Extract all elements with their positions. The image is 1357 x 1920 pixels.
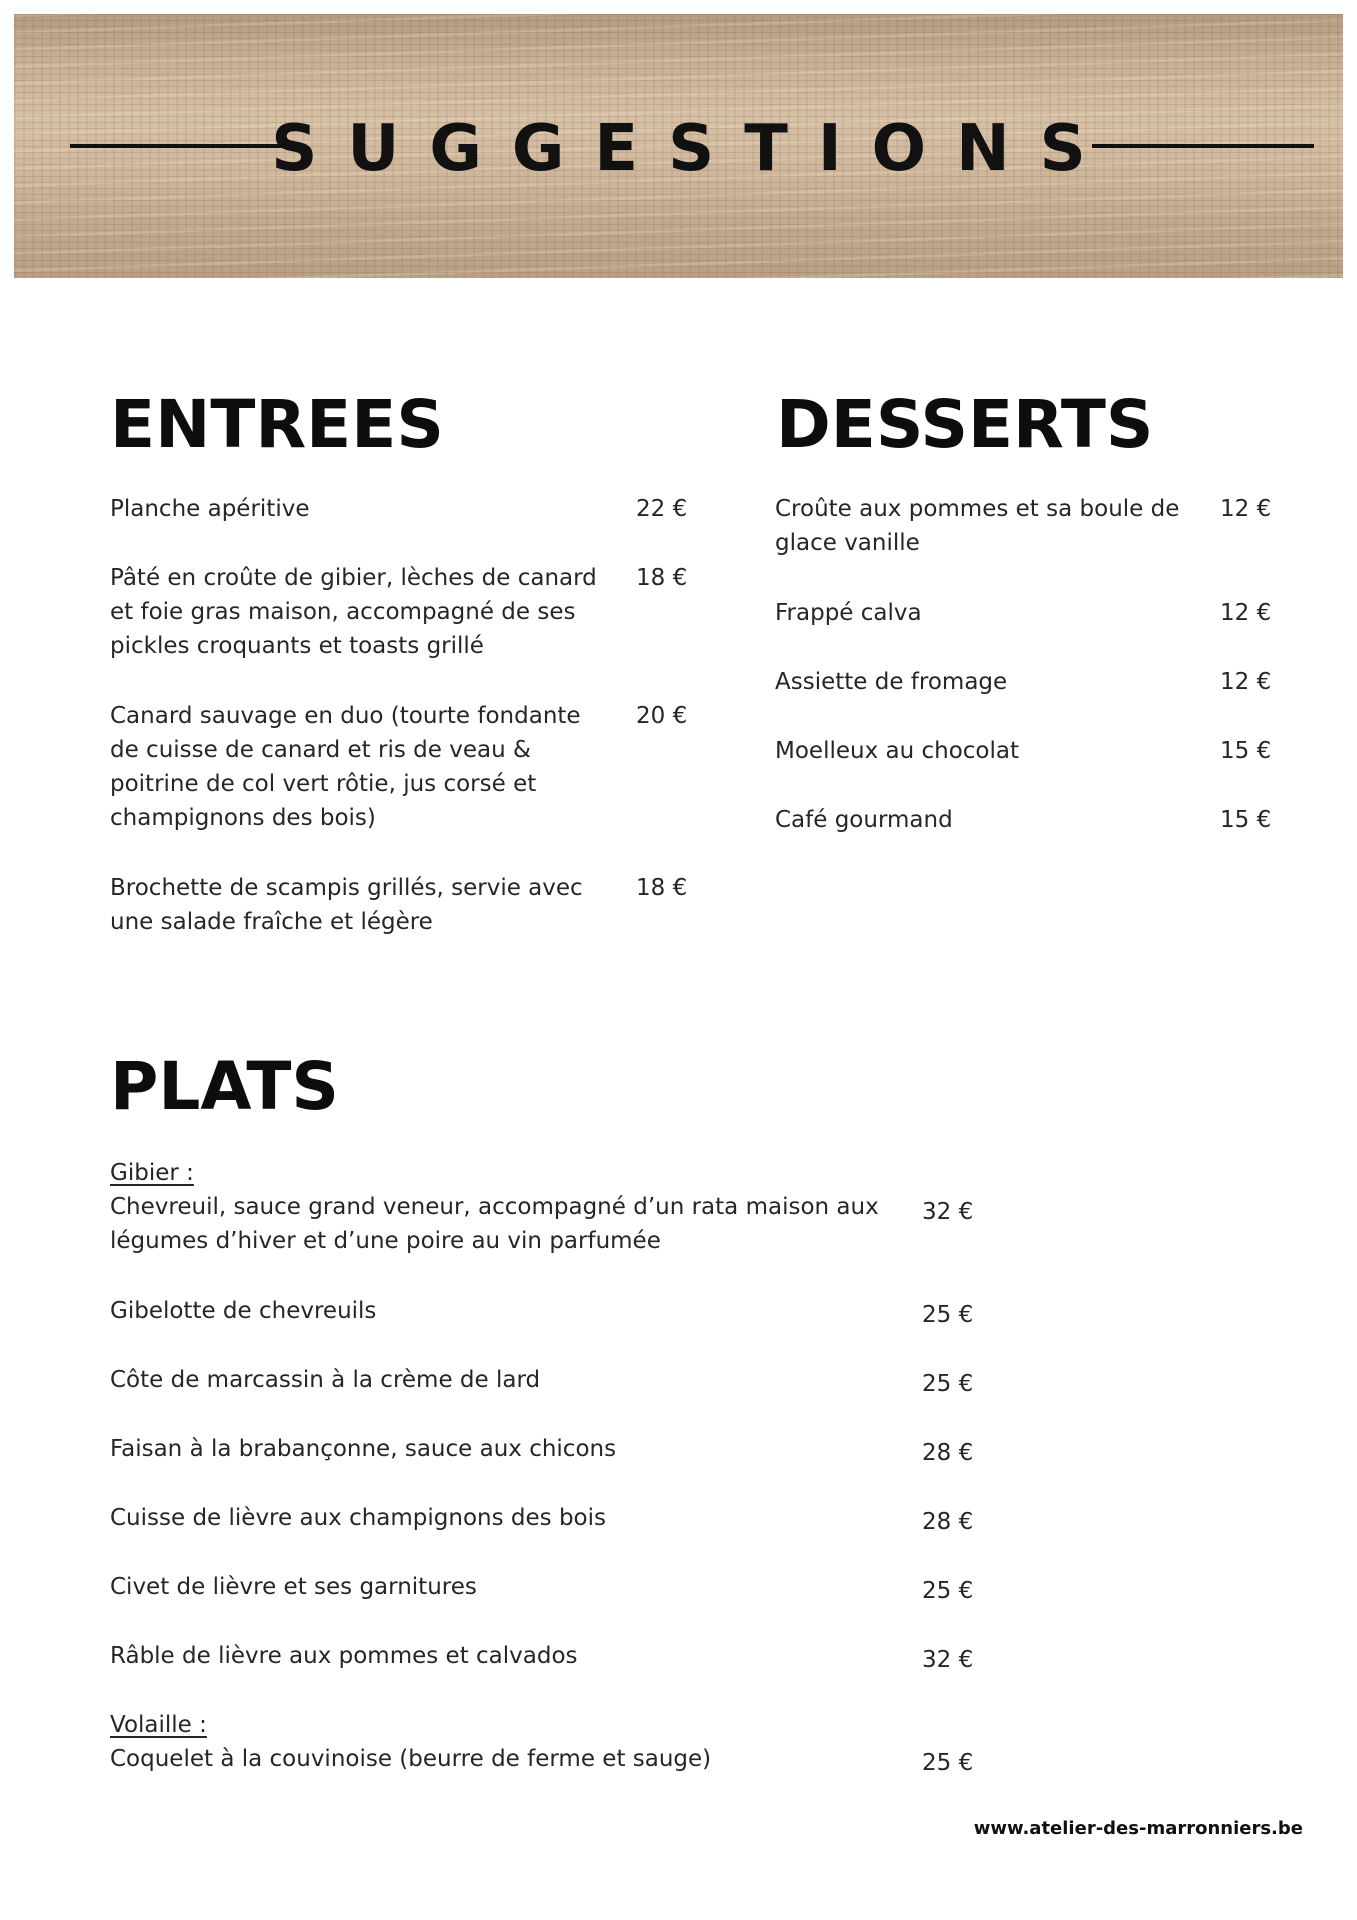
dessert-item-name: Assiette de fromage [775,669,1008,695]
plat-item-price: 28 € [922,1440,974,1466]
entree-item-price: 18 € [636,565,688,591]
dessert-item-price: 12 € [1220,600,1272,626]
plat-item-name: Coquelet à la couvinoise (beurre de ferme et sauge) [110,1746,712,1772]
volaille-subheading: Volaille : [110,1712,207,1738]
entree-item-price: 20 € [636,703,688,729]
plats-heading: PLATS [110,1048,339,1125]
gibier-subheading: Gibier : [110,1160,194,1186]
entrees-heading: ENTREES [110,386,444,463]
plat-item-price: 32 € [922,1199,974,1225]
dessert-item-price: 15 € [1220,807,1272,833]
dessert-item-price: 15 € [1220,738,1272,764]
plat-item-name: Civet de lièvre et ses garnitures [110,1574,477,1600]
plat-item-name: Gibelotte de chevreuils [110,1298,377,1324]
dessert-item-price: 12 € [1220,669,1272,695]
dessert-item-name: Moelleux au chocolat [775,738,1019,764]
entree-item-name: Planche apéritive [110,496,310,522]
plat-item-name: Chevreuil, sauce grand veneur, accompagné d’un rata maison aux légumes d’hiver et d’une poire au vin parfumée [110,1194,879,1254]
plat-item-price: 25 € [922,1302,974,1328]
entree-item-name: Brochette de scampis grillés, servie avec une salade fraîche et légère [110,875,583,935]
plat-item-name: Cuisse de lièvre aux champignons des bois [110,1505,606,1531]
plat-item-price: 25 € [922,1371,974,1397]
plat-item-name: Côte de marcassin à la crème de lard [110,1367,541,1393]
plat-item-name: Faisan à la brabançonne, sauce aux chicons [110,1436,617,1462]
plat-item-name: Râble de lièvre aux pommes et calvados [110,1643,578,1669]
plat-item-price: 25 € [922,1750,974,1776]
entree-item-name: Canard sauvage en duo (tourte fondante de cuisse de canard et ris de veau & poitrine de col vert rôtie, jus corsé et champignons des bois) [110,703,581,831]
plat-item-price: 25 € [922,1578,974,1604]
plat-item-price: 28 € [922,1509,974,1535]
entree-item-price: 18 € [636,875,688,901]
dessert-item-price: 12 € [1220,496,1272,522]
banner-title: SUGGESTIONS [271,112,1116,186]
entree-item-name: Pâté en croûte de gibier, lèches de canard et foie gras maison, accompagné de ses pickles croquants et toasts grillé [110,565,597,659]
dessert-item-name: Croûte aux pommes et sa boule de glace vanille [775,496,1180,556]
dessert-item-name: Café gourmand [775,807,953,833]
desserts-heading: DESSERTS [776,386,1154,463]
website-footer: www.atelier-des-marronniers.be [973,1818,1303,1839]
header-banner [14,14,1343,278]
dessert-item-name: Frappé calva [775,600,922,626]
plat-item-price: 32 € [922,1647,974,1673]
entree-item-price: 22 € [636,496,688,522]
